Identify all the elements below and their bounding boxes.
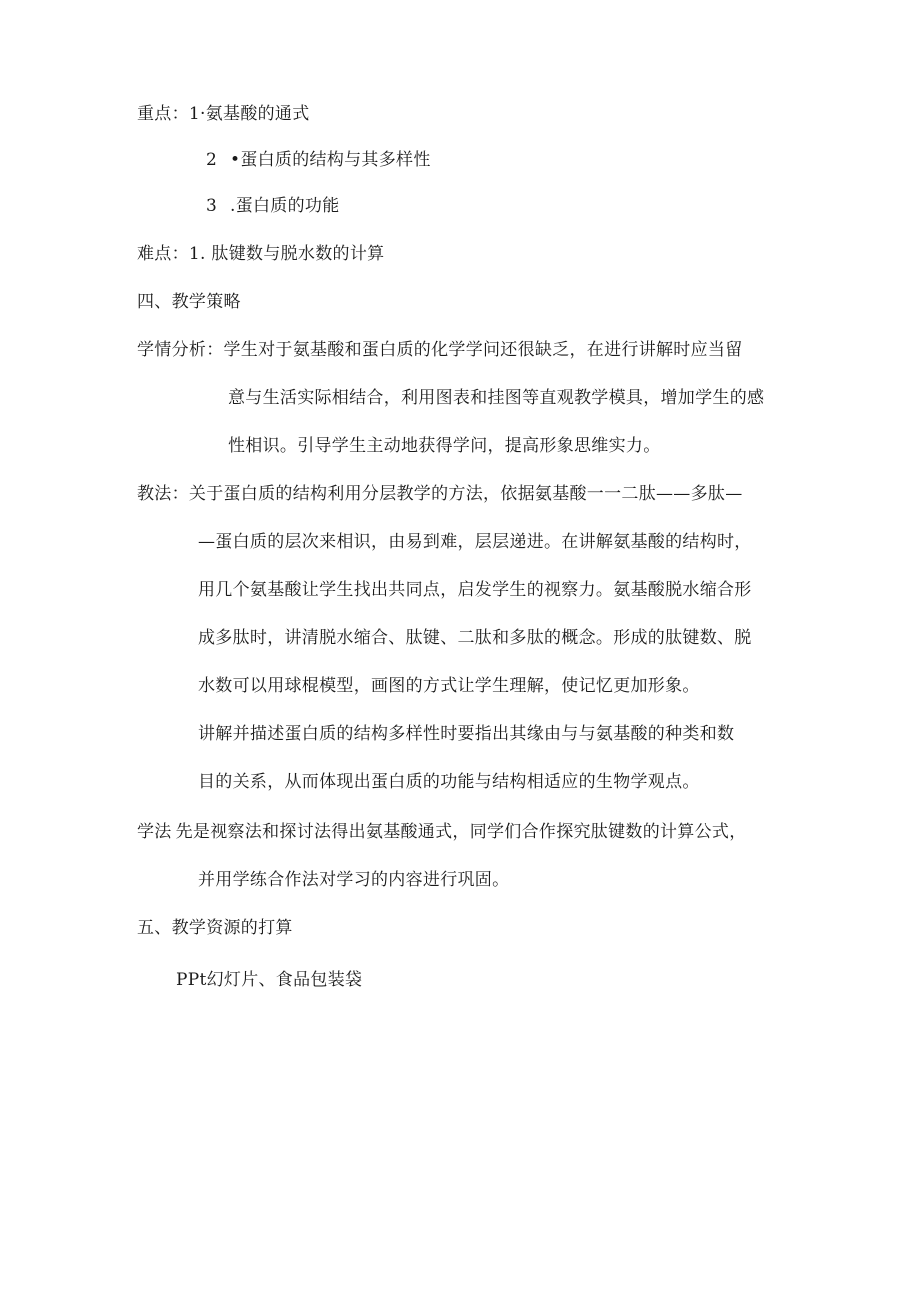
difficulties-label: 难点：	[137, 244, 189, 264]
teaching-method-line-7: 目的关系，从而体现出蛋白质的功能与结构相适应的生物学观点。	[198, 772, 700, 792]
teaching-method-text-1: 关于蛋白质的结构利用分层教学的方法，依据氨基酸一一二肽——多肽—	[188, 484, 743, 504]
resources-item: PPt幻灯片、食品包装袋	[176, 970, 363, 990]
key-point-1: 1·氨基酸的通式	[188, 104, 310, 124]
learning-method-line-2: 并用学练合作法对学习的内容进行巩固。	[198, 870, 510, 890]
analysis-line-2: 意与生活实际相结合，利用图表和挂图等直观教学模具，增加学生的感	[228, 388, 765, 408]
section-5-heading: 五、教学资源的打算	[137, 918, 293, 938]
learning-method-label: 学法	[137, 822, 172, 842]
section-4-heading: 四、教学策略	[137, 292, 241, 312]
learning-method-line-1	[137, 821, 747, 843]
analysis-line-1	[137, 339, 743, 361]
analysis-text-1: 学生对于氨基酸和蛋白质的化学学问还很缺乏，在进行讲解时应当留	[223, 340, 743, 360]
teaching-method-line-3: 用几个氨基酸让学生找出共同点，启发学生的视察力。氨基酸脱水缩合形	[198, 580, 752, 600]
analysis-line-3: 性相识。引导学生主动地获得学问，提高形象思维实力。	[228, 436, 661, 456]
key-points-line-2	[206, 149, 431, 171]
difficulties-line	[137, 243, 384, 265]
key-point-2: •蛋白质的结构与其多样性	[230, 150, 431, 170]
learning-method-text-1: 先是视察法和探讨法得出氨基酸通式，同学们合作探究肽键数的计算公式，	[175, 822, 747, 842]
key-points-line-3	[206, 195, 340, 217]
key-points-label: 重点：	[137, 104, 189, 124]
teaching-method-label: 教法：	[137, 484, 189, 504]
teaching-method-line-2: —蛋白质的层次来相识，由易到难，层层递进。在讲解氨基酸的结构时，	[198, 532, 752, 552]
analysis-label: 学情分析：	[137, 340, 224, 360]
teaching-method-line-4: 成多肽时，讲清脱水缩合、肽键、二肽和多肽的概念。形成的肽键数、脱	[198, 628, 752, 648]
key-point-3-number: 3	[206, 196, 218, 216]
key-points-line-1	[137, 103, 310, 125]
key-point-2-number: 2	[206, 150, 218, 170]
key-point-3: .蛋白质的功能	[230, 196, 340, 216]
difficulty-1: 1. 肽键数与脱水数的计算	[188, 244, 385, 264]
teaching-method-line-5: 水数可以用球棍模型，画图的方式让学生理解，使记忆更加形象。	[198, 676, 700, 696]
teaching-method-line-6: 讲解并描述蛋白质的结构多样性时要指出其缘由与与氨基酸的种类和数	[198, 724, 735, 744]
teaching-method-line-1	[137, 483, 743, 505]
